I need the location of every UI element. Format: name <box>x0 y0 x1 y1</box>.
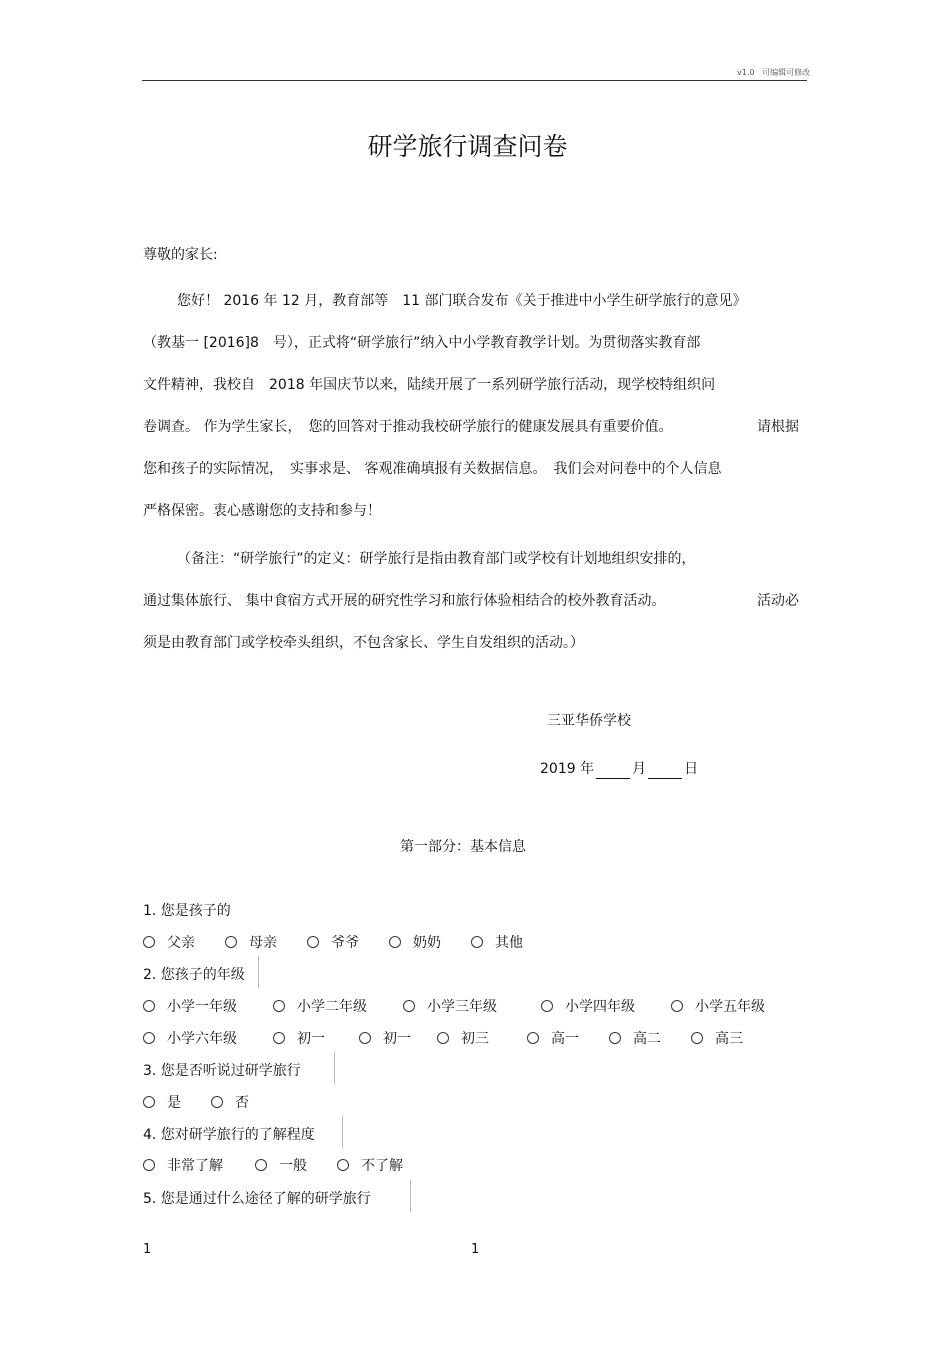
header-version: v1.0 可编辑可修改 <box>737 68 811 77</box>
field-cursor <box>334 1052 335 1084</box>
month-blank[interactable] <box>596 764 630 779</box>
radio-icon[interactable] <box>471 936 483 948</box>
signature-date: 2019 年 月 日 <box>540 761 699 777</box>
option-junior-1b[interactable]: 初一 <box>359 1029 411 1049</box>
question-3-label: 3. 您是否听说过研学旅行 <box>143 1063 301 1079</box>
radio-icon[interactable] <box>671 1000 683 1012</box>
radio-icon[interactable] <box>225 936 237 948</box>
option-grade-1[interactable]: 小学一年级 <box>143 997 237 1017</box>
option-junior-3[interactable]: 初三 <box>437 1029 489 1049</box>
intro-line-5: 您和孩子的实际情况， 实事求是、 客观准确填报有关数据信息。 我们会对问卷中的个人信息 <box>143 461 722 477</box>
radio-icon[interactable] <box>337 1159 349 1171</box>
salutation: 尊敬的家长: <box>143 247 218 263</box>
radio-icon[interactable] <box>691 1032 703 1044</box>
radio-icon[interactable] <box>255 1159 267 1171</box>
intro-line-1: 您好！ 2016 年 12 月，教育部等 11 部门联合发布《关于推进中小学生研学旅行的意见》 <box>177 293 747 309</box>
intro-line-3: 文件精神，我校自 2018 年国庆节以来，陆续开展了一系列研学旅行活动，现学校特组织问 <box>143 377 716 393</box>
radio-icon[interactable] <box>143 1000 155 1012</box>
question-1-label: 1. 您是孩子的 <box>143 903 231 919</box>
option-grandmother[interactable]: 奶奶 <box>389 933 441 953</box>
question-5-label: 5. 您是通过什么途径了解的研学旅行 <box>143 1191 371 1207</box>
page-number-left: 1 <box>143 1242 152 1257</box>
radio-icon[interactable] <box>143 1096 155 1108</box>
radio-icon[interactable] <box>211 1096 223 1108</box>
radio-icon[interactable] <box>143 1159 155 1171</box>
option-grandfather[interactable]: 爷爷 <box>307 933 359 953</box>
radio-icon[interactable] <box>273 1000 285 1012</box>
page-title: 研学旅行调查问卷 <box>367 132 568 161</box>
radio-icon[interactable] <box>541 1000 553 1012</box>
intro-line-4b: 请根据 <box>757 419 799 435</box>
note-line-2a: 通过集体旅行、 集中食宿方式开展的研究性学习和旅行体验相结合的校外教育活动。 <box>143 593 666 609</box>
intro-line-4a: 卷调查。 作为学生家长， 您的回答对于推动我校研学旅行的健康发展具有重要价值。 <box>143 419 673 435</box>
question-4-label: 4. 您对研学旅行的了解程度 <box>143 1127 315 1143</box>
field-cursor <box>410 1180 411 1212</box>
note-line-2b: 活动必 <box>757 593 799 609</box>
option-very-familiar[interactable]: 非常了解 <box>143 1156 223 1176</box>
option-grade-6[interactable]: 小学六年级 <box>143 1029 237 1049</box>
option-senior-1[interactable]: 高一 <box>527 1029 579 1049</box>
option-no[interactable]: 否 <box>211 1093 249 1113</box>
question-1-options <box>143 933 553 953</box>
question-2-options-row-1 <box>143 997 765 1017</box>
question-4-options <box>143 1156 433 1176</box>
option-unfamiliar[interactable]: 不了解 <box>337 1156 403 1176</box>
page-number-center: 1 <box>471 1242 480 1257</box>
question-3-options <box>143 1093 279 1113</box>
note-line-1: （备注：“研学旅行”的定义：研学旅行是指由教育部门或学校有计划地组织安排的， <box>177 551 696 567</box>
question-2-label: 2. 您孩子的年级 <box>143 967 245 983</box>
radio-icon[interactable] <box>389 936 401 948</box>
radio-icon[interactable] <box>359 1032 371 1044</box>
option-grade-4[interactable]: 小学四年级 <box>541 997 635 1017</box>
signature-school: 三亚华侨学校 <box>547 713 631 729</box>
header-rule <box>142 80 807 81</box>
day-blank[interactable] <box>648 764 682 779</box>
intro-line-2: （教基一 [2016]8 号），正式将“研学旅行”纳入中小学教育教学计划。为贯彻落实教育部 <box>143 335 701 351</box>
radio-icon[interactable] <box>437 1032 449 1044</box>
note-line-3: 须是由教育部门或学校牵头组织，不包含家长、学生自发组织的活动。） <box>143 635 584 651</box>
option-average[interactable]: 一般 <box>255 1156 307 1176</box>
option-grade-5[interactable]: 小学五年级 <box>671 997 765 1017</box>
radio-icon[interactable] <box>609 1032 621 1044</box>
field-cursor <box>342 1116 343 1148</box>
section-title: 第一部分：基本信息 <box>400 839 526 855</box>
radio-icon[interactable] <box>143 1032 155 1044</box>
option-senior-3[interactable]: 高三 <box>691 1029 743 1049</box>
field-cursor <box>258 956 259 988</box>
option-senior-2[interactable]: 高二 <box>609 1029 661 1049</box>
option-grade-3[interactable]: 小学三年级 <box>403 997 497 1017</box>
option-other[interactable]: 其他 <box>471 933 523 953</box>
question-2-options-row-2 <box>143 1029 743 1049</box>
intro-line-6: 严格保密。衷心感谢您的支持和参与！ <box>143 503 381 519</box>
radio-icon[interactable] <box>273 1032 285 1044</box>
radio-icon[interactable] <box>403 1000 415 1012</box>
option-grade-2[interactable]: 小学二年级 <box>273 997 367 1017</box>
option-father[interactable]: 父亲 <box>143 933 195 953</box>
radio-icon[interactable] <box>143 936 155 948</box>
radio-icon[interactable] <box>527 1032 539 1044</box>
option-mother[interactable]: 母亲 <box>225 933 277 953</box>
option-junior-1[interactable]: 初一 <box>273 1029 325 1049</box>
option-yes[interactable]: 是 <box>143 1093 181 1113</box>
radio-icon[interactable] <box>307 936 319 948</box>
